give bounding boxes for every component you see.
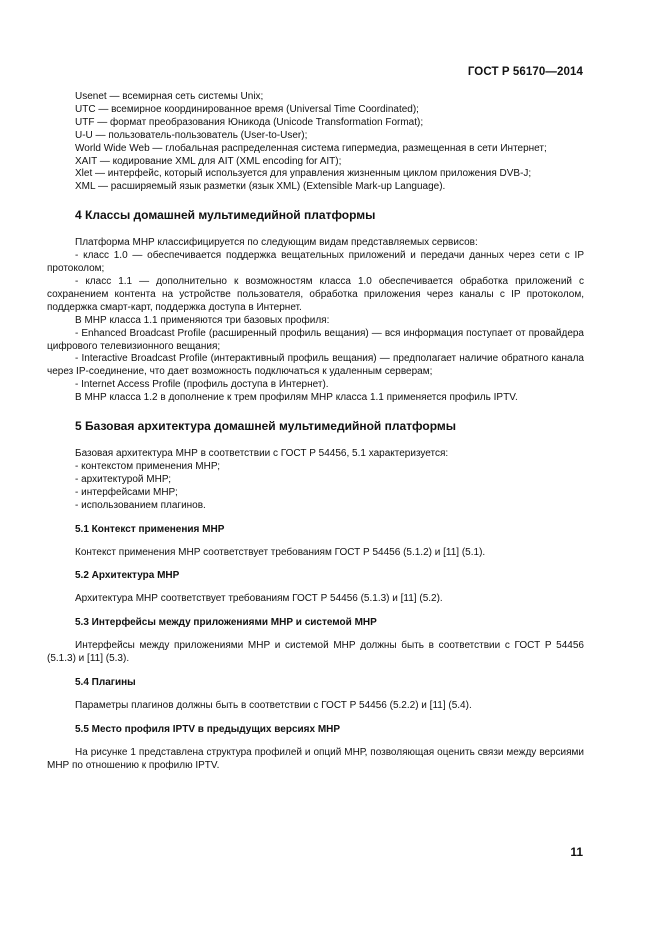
subsection-5-1-heading: 5.1 Контекст применения МНР <box>75 523 225 535</box>
subsection-5-3-heading: 5.3 Интерфейсы между приложениями МНР и системой МНР <box>75 617 377 629</box>
abbreviations-list <box>47 91 584 194</box>
paragraph: - контекстом применения МНР; <box>75 460 221 472</box>
section-4-heading: 4 Классы домашней мультимедийной платформы <box>75 208 376 223</box>
subsection-5-4-heading: 5.4 Плагины <box>75 677 136 689</box>
paragraph: - Enhanced Broadcast Profile (расширенный профиль вещания) — вся информация поступает от провайдера цифрового телевизионного вещания; <box>47 327 584 352</box>
section-5-heading: 5 Базовая архитектура домашней мультимедийной платформы <box>75 419 457 434</box>
paragraph: - класс 1.1 — дополнительно к возможностям класса 1.0 обеспечивается обработка приложений с сохранением контента на устройстве пользователя, обработка приложения через каналы с IP протоколом, поддержка смарт-карт, поддержка доступа в Интернет. <box>47 275 584 313</box>
paragraph: - интерфейсами МНР; <box>75 486 178 498</box>
subsection-5-5-heading: 5.5 Место профиля IPTV в предыдущих версиях МНР <box>75 724 341 736</box>
page-body <box>47 91 584 773</box>
subsection-5-5-text: На рисунке 1 представлена структура профилей и опций МНР, позволяющая оценить связи между версиями МНР по отношению к профилю IPTV. <box>47 747 584 771</box>
subsection-5-4-text: Параметры плагинов должны быть в соответствии с ГОСТ Р 54456 (5.2.2) и [11] (5.4). <box>75 700 472 712</box>
section-4-body <box>47 237 584 405</box>
paragraph: - Internet Access Profile (профиль доступа в Интернет). <box>75 379 329 391</box>
paragraph: - Interactive Broadcast Profile (интерактивный профиль вещания) — предполагает наличие обратного канала через IP-соединение, что дает возможность подключаться к удаленным серверам; <box>47 353 584 378</box>
subsection-5-3-text: Интерфейсы между приложениями МНР и системой МНР должны быть в соответствии с ГОСТ Р 54456 (5.1.3) и [11] (5.3). <box>47 640 584 665</box>
abbreviation-item: UTF — формат преобразования Юникода (Unicode Transformation Format); <box>75 116 424 128</box>
page-number: 11 <box>570 845 583 859</box>
paragraph: - класс 1.0 — обеспечивается поддержка вещательных приложений и передачи данных через сети с IP протоколом; <box>47 250 584 275</box>
section-5-body <box>47 448 584 513</box>
paragraph: В МНР класса 1.2 в дополнение к трем профилям МНР класса 1.1 применяется профиль IPTV. <box>75 392 518 404</box>
abbreviation-item: XML — расширяемый язык разметки (язык XML) (Extensible Mark-up Language). <box>75 181 446 193</box>
standard-header: ГОСТ Р 56170—2014 <box>467 66 583 78</box>
subsection-5-2-text: Архитектура МНР соответствует требованиям ГОСТ Р 54456 (5.1.3) и [11] (5.2). <box>75 593 443 605</box>
paragraph: Базовая архитектура МНР в соответствии с ГОСТ Р 54456, 5.1 характеризуется: <box>75 448 449 460</box>
paragraph: - архитектурой МНР; <box>75 473 172 485</box>
subsection-5-1-text: Контекст применения МНР соответствует требованиям ГОСТ Р 54456 (5.1.2) и [11] (5.1). <box>75 546 486 558</box>
abbreviation-item: Xlet — интерфейс, который используется для управления жизненным циклом приложения DVB-J; <box>75 168 532 180</box>
subsection-5-2-heading: 5.2 Архитектура МНР <box>75 570 180 582</box>
abbreviation-item: Usenet — всемирная сеть системы Unix; <box>75 91 264 102</box>
abbreviation-item: UTC — всемирное координированное время (Universal Time Coordinated); <box>75 103 419 115</box>
abbreviation-item: U-U — пользователь-пользователь (User-to-User); <box>75 129 308 141</box>
paragraph: Платформа МНР классифицируется по следующим видам представляемых сервисов: <box>75 237 478 249</box>
paragraph: - использованием плагинов. <box>75 499 206 511</box>
abbreviation-item: World Wide Web — глобальная распределенная система гипермедиа, размещенная в сети Интернет; <box>75 142 547 154</box>
abbreviation-item: XAIT — кодирование XML для AIT (XML encoding for AIT); <box>75 155 342 167</box>
paragraph: В МНР класса 1.1 применяются три базовых профиля: <box>75 314 330 326</box>
